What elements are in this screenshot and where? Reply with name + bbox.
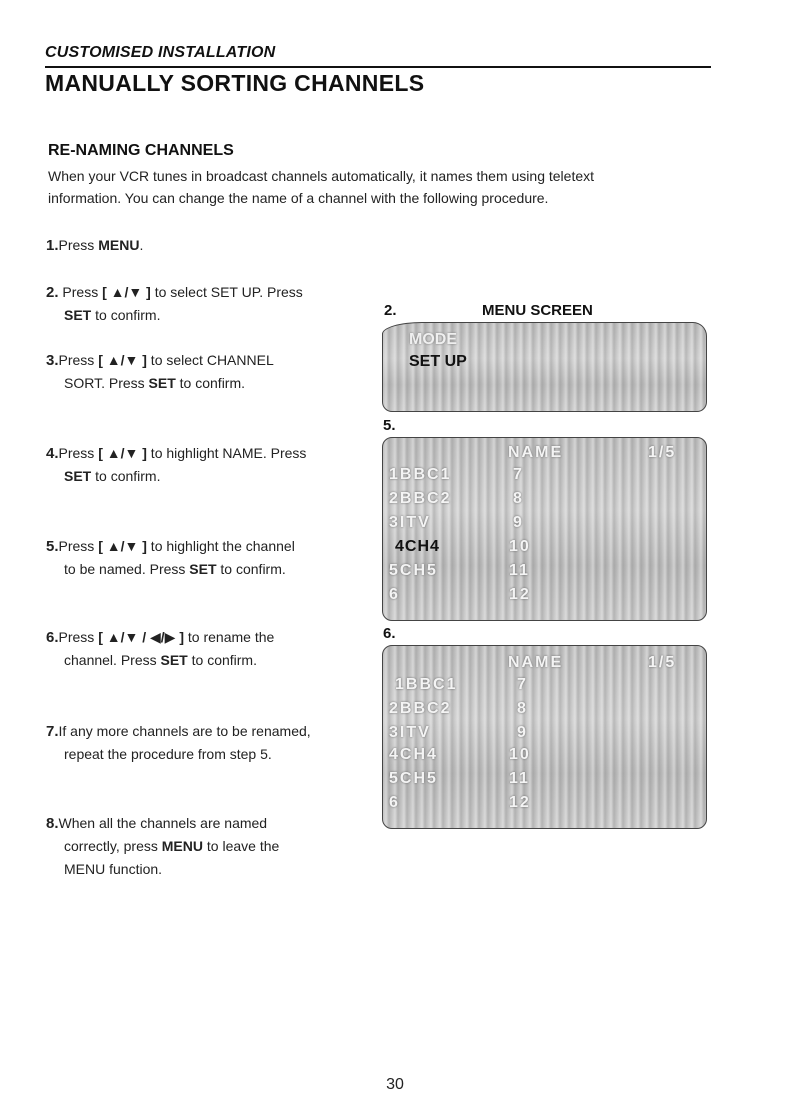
figure-2-caption: MENU SCREEN	[482, 302, 593, 319]
arrow-keys-label: [ ▲/▼ ]	[102, 284, 151, 300]
intro-line-1: When your VCR tunes in broadcast channels automatically, it names them using teletext	[48, 168, 595, 184]
arrow-keys-label: [ ▲/▼ / ◀/▶ ]	[98, 629, 185, 645]
step-number: 6.	[46, 629, 59, 646]
osd-channel-highlighted: 4CH4	[395, 538, 440, 555]
osd-channel: 7	[517, 676, 528, 693]
menu-item-setup: SET UP	[409, 353, 467, 370]
osd-channel: 5CH5	[389, 562, 438, 579]
osd-channel: 2BBC2	[389, 700, 452, 717]
osd-channel: 6	[389, 586, 400, 603]
step-2: 2. Press [ ▲/▼ ] to select SET UP. Press SET to confirm.	[46, 284, 303, 323]
arrow-keys-label: [ ▲/▼ ]	[98, 538, 147, 554]
osd-channel: 12	[509, 794, 531, 811]
osd-channel: 3ITV	[389, 514, 431, 531]
osd-channel: 2BBC2	[389, 490, 452, 507]
osd-channel: 5CH5	[389, 770, 438, 787]
step-number: 5.	[46, 538, 59, 555]
intro-line-2: information. You can change the name of a channel with the following procedure.	[48, 190, 549, 206]
page-number: 30	[386, 1076, 404, 1093]
osd-channel: 8	[517, 700, 528, 717]
osd-channel: 10	[509, 538, 531, 555]
step-number: 2.	[46, 284, 59, 301]
figure-2-label: 2.	[384, 302, 397, 319]
osd-heading: NAME	[508, 444, 564, 461]
menu-item-mode: MODE	[409, 331, 457, 348]
key-label: SET	[160, 652, 188, 668]
step-number: 8.	[46, 815, 59, 832]
step-1: 1.Press MENU.	[46, 237, 144, 254]
osd-channel: 7	[513, 466, 524, 483]
key-label: MENU	[98, 237, 140, 253]
step-5: 5.Press [ ▲/▼ ] to highlight the channel to be named. Press SET to confirm.	[46, 538, 295, 577]
step-3: 3.Press [ ▲/▼ ] to select CHANNEL SORT. Press SET to confirm.	[46, 352, 274, 391]
osd-channel: 3ITV	[389, 724, 431, 741]
step-7: 7.If any more channels are to be renamed, repeat the procedure from step 5.	[46, 723, 311, 762]
osd-channel: 8	[513, 490, 524, 507]
subheading: RE-NAMING CHANNELS	[48, 142, 234, 159]
osd-heading: NAME	[508, 654, 564, 671]
arrow-keys-label: [ ▲/▼ ]	[98, 445, 147, 461]
step-6: 6.Press [ ▲/▼ / ◀/▶ ] to rename the channel. Press SET to confirm.	[46, 629, 275, 668]
section-label: CUSTOMISED INSTALLATION	[45, 44, 276, 61]
key-label: MENU	[161, 838, 203, 854]
step-8: 8.When all the channels are named correctly, press MENU to leave the MENU function.	[46, 815, 280, 877]
osd-channel: 6	[389, 794, 400, 811]
name-screen-5	[382, 437, 707, 621]
step-number: 1.	[46, 237, 59, 254]
osd-page: 1/5	[648, 654, 677, 671]
key-label: SET	[64, 468, 92, 484]
page-title: MANUALLY SORTING CHANNELS	[45, 70, 425, 96]
step-number: 4.	[46, 445, 59, 462]
osd-channel: 11	[509, 770, 530, 787]
step-number: 7.	[46, 723, 59, 740]
figure-6-label: 6.	[383, 625, 396, 642]
key-label: SET	[64, 307, 92, 323]
header-rule	[45, 66, 711, 68]
key-label: SET	[148, 375, 176, 391]
osd-channel: 12	[509, 586, 531, 603]
step-4: 4.Press [ ▲/▼ ] to highlight NAME. Press SET to confirm.	[46, 445, 307, 484]
osd-channel: 11	[509, 562, 530, 579]
osd-channel: 1BBC1	[389, 466, 452, 483]
osd-channel: 10	[509, 746, 531, 763]
osd-page: 1/5	[648, 444, 677, 461]
arrow-keys-label: [ ▲/▼ ]	[98, 352, 147, 368]
intro-paragraph	[48, 165, 688, 209]
key-label: SET	[189, 561, 217, 577]
osd-channel-highlighted: 4CH4	[389, 746, 438, 763]
osd-channel: 1BBC1	[395, 676, 458, 693]
name-screen-6	[382, 645, 707, 829]
osd-channel: 9	[513, 514, 524, 531]
menu-screen	[382, 322, 707, 412]
step-number: 3.	[46, 352, 59, 369]
osd-channel: 9	[517, 724, 528, 741]
figure-5-label: 5.	[383, 417, 396, 434]
